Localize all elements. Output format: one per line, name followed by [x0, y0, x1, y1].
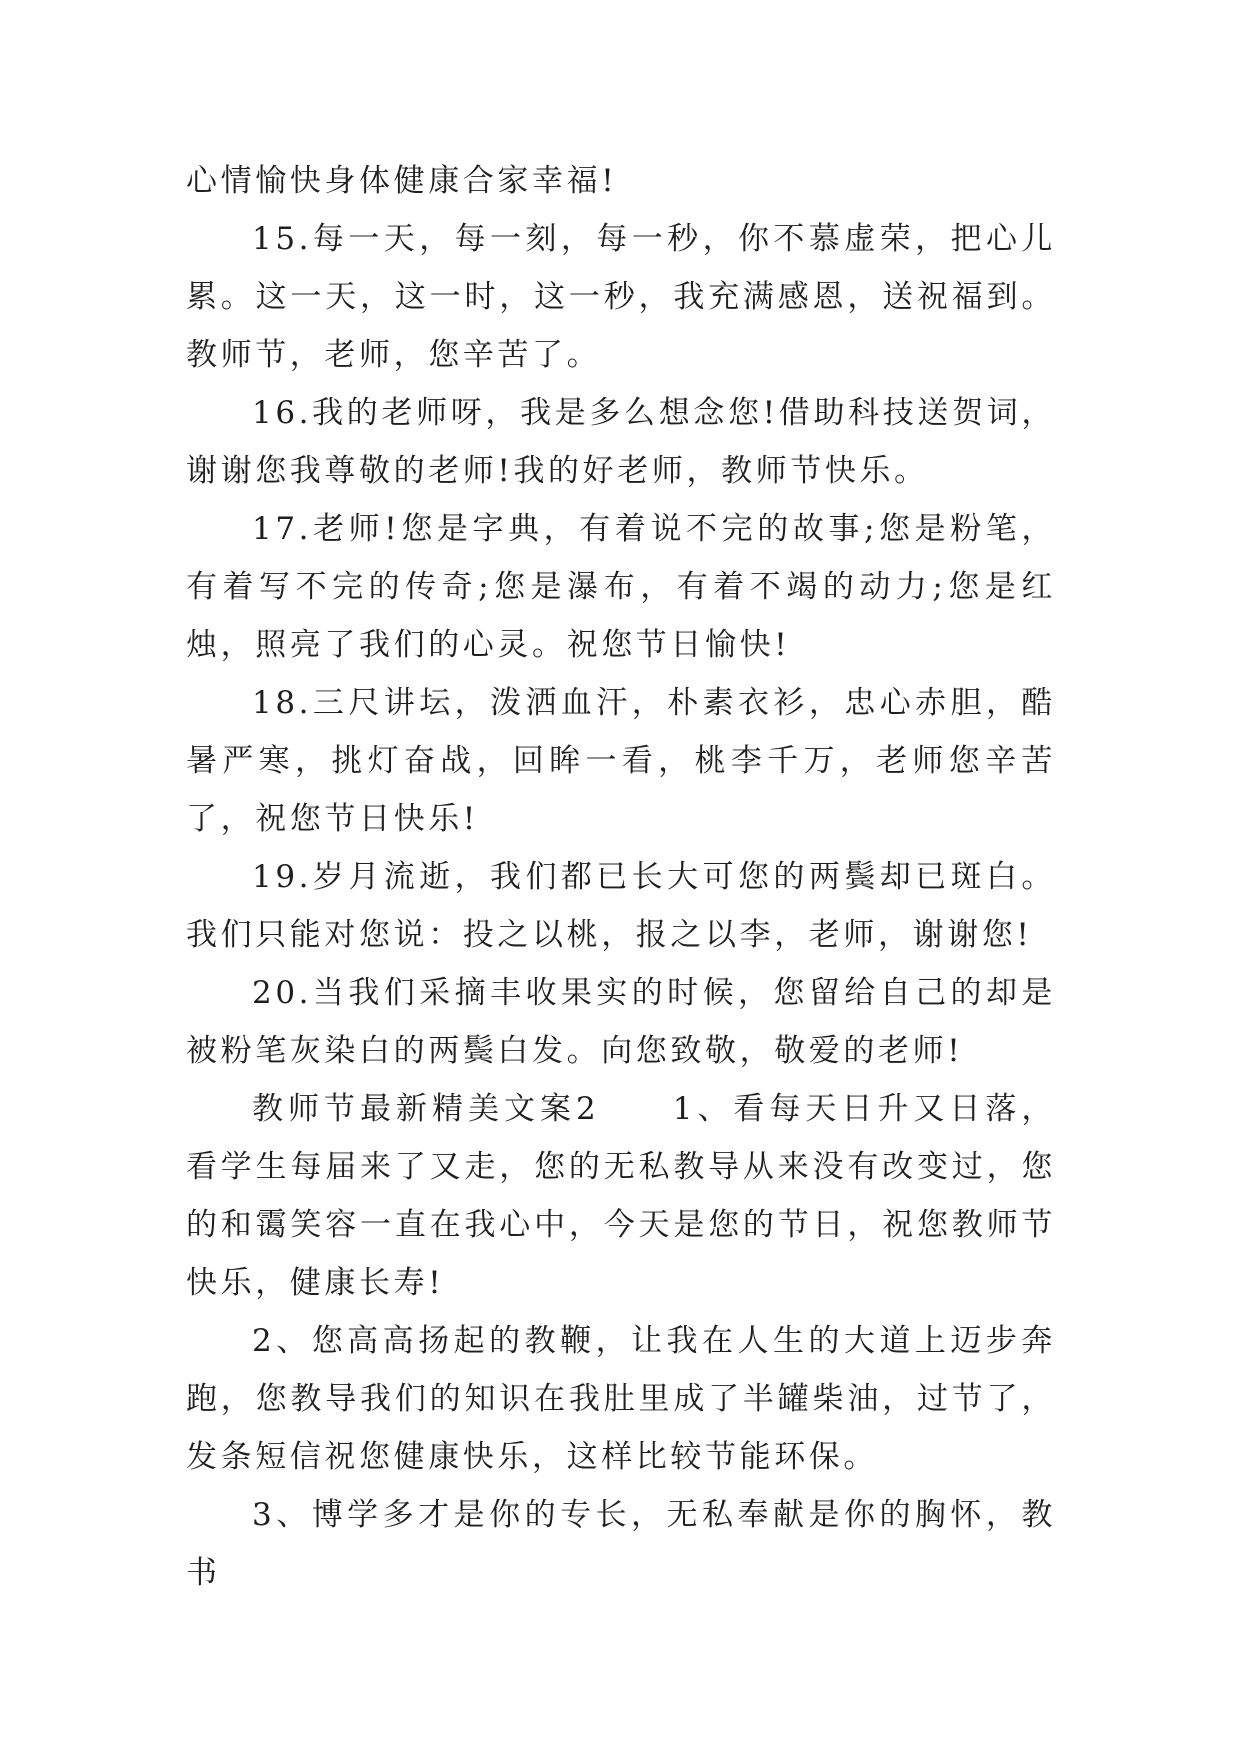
paragraph-item-19: 19.岁月流逝，我们都已长大可您的两鬓却已斑白。我们只能对您说：投之以桃，报之以李，老师，谢谢您!	[186, 859, 1056, 953]
paragraph-item-16: 16.我的老师呀，我是多么想念您!借助科技送贺词，谢谢您我尊敬的老师!我的好老师，教师节快乐。	[186, 395, 1056, 489]
paragraph-item-20: 20.当我们采摘丰收果实的时候，您留给自己的却是被粉笔灰染白的两鬓白发。向您致敬，敬爱的老师!	[186, 975, 1056, 1069]
paragraph-item-3: 3、博学多才是你的专长，无私奉献是你的胸怀，教书	[186, 1497, 1056, 1591]
paragraph-item-2: 2、您高高扬起的教鞭，让我在人生的大道上迈步奔跑，您教导我们的知识在我肚里成了半罐柴油，过节了，发条短信祝您健康快乐，这样比较节能环保。	[186, 1323, 1056, 1475]
paragraph-item-17: 17.老师!您是字典，有着说不完的故事;您是粉笔，有着写不完的传奇;您是瀑布，有着不竭的动力;您是红烛，照亮了我们的心灵。祝您节日愉快!	[186, 511, 1056, 663]
section-heading-and-item-1: 教师节最新精美文案2 1、看每天日升又日落，看学生每届来了又走，您的无私教导从来没有改变过，您的和霭笑容一直在我心中，今天是您的节日，祝您教师节快乐，健康长寿!	[186, 1091, 1056, 1301]
paragraph-item-15: 15.每一天，每一刻，每一秒，你不慕虚荣，把心儿累。这一天，这一时，这一秒，我充满感恩，送祝福到。教师节，老师，您辛苦了。	[186, 221, 1056, 373]
document-body	[186, 152, 1056, 1602]
paragraph-continuation: 心情愉快身体健康合家幸福!	[186, 163, 618, 199]
paragraph-item-18: 18.三尺讲坛，泼洒血汗，朴素衣衫，忠心赤胆，酷暑严寒，挑灯奋战，回眸一看，桃李千万，老师您辛苦了，祝您节日快乐!	[186, 685, 1056, 837]
